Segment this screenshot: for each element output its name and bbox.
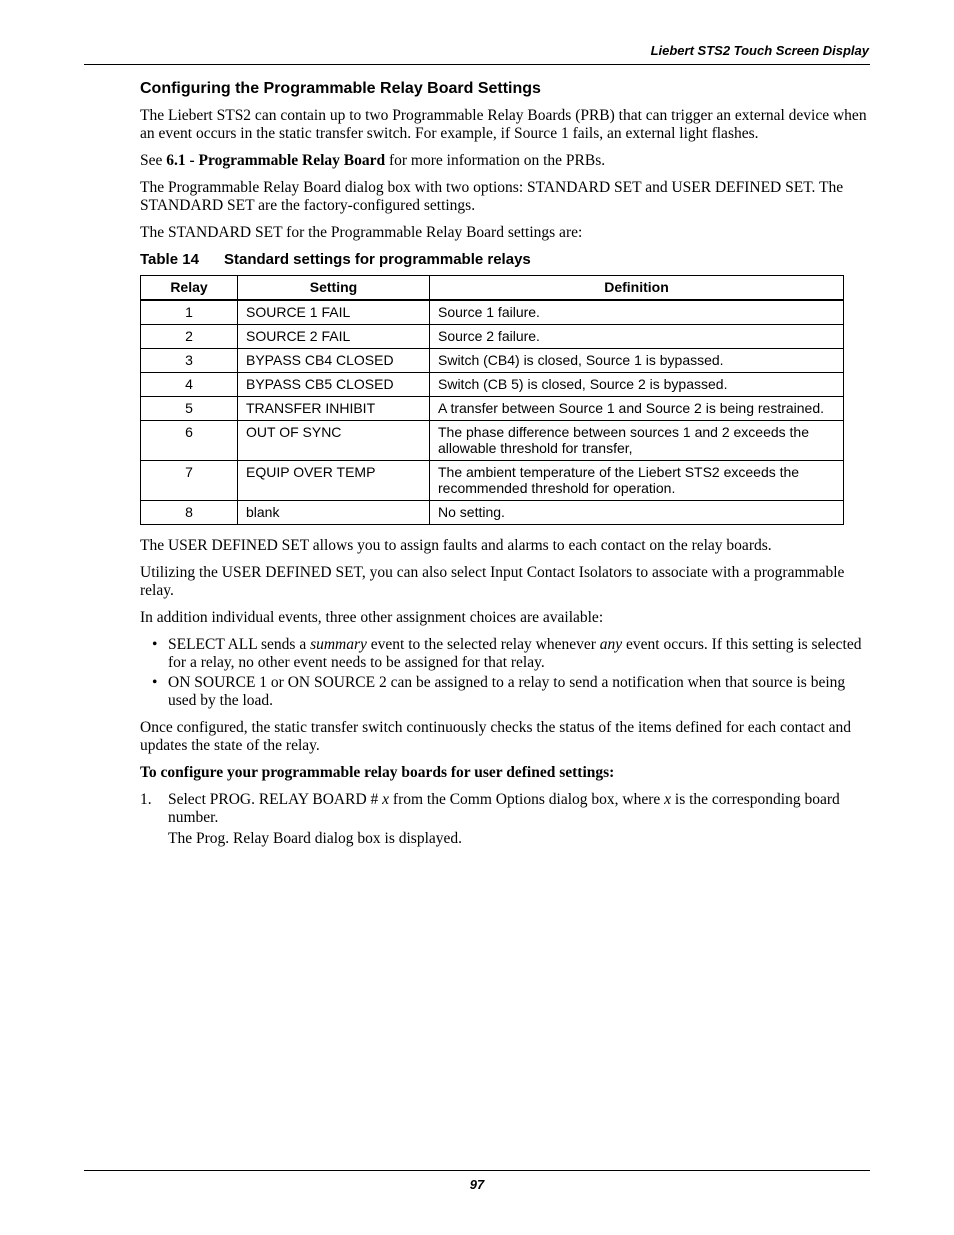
table-row	[141, 325, 844, 349]
relay-setting: TRANSFER INHIBIT	[238, 397, 430, 421]
table-row	[141, 461, 844, 501]
relay-number: 8	[141, 501, 238, 525]
bullet-text: SELECT ALL sends a	[168, 636, 311, 653]
table-caption	[140, 251, 872, 269]
relay-definition: No setting.	[430, 501, 844, 525]
emphasis-summary: summary	[310, 636, 367, 653]
running-header: Liebert STS2 Touch Screen Display	[650, 43, 869, 58]
step-text: from the Comm Options dialog box, where	[389, 791, 665, 808]
relay-number: 1	[141, 300, 238, 325]
step-text: Select PROG. RELAY BOARD #	[168, 791, 383, 808]
relay-setting: EQUIP OVER TEMP	[238, 461, 430, 501]
choices-intro-paragraph: In addition individual events, three other assignment choices are available:	[140, 609, 604, 626]
table-header-row	[141, 276, 844, 301]
procedure-heading: To configure your programmable relay boards for user defined settings:	[140, 764, 615, 781]
input-isolators-paragraph: Utilizing the USER DEFINED SET, you can also select Input Contact Isolators to associate with a programmable relay.	[140, 564, 845, 599]
relay-definition: A transfer between Source 1 and Source 2 is being restrained.	[430, 397, 844, 421]
relay-settings-table	[140, 275, 844, 525]
relay-definition: Switch (CB4) is closed, Source 1 is bypassed.	[430, 349, 844, 373]
emphasis-any: any	[599, 636, 623, 653]
relay-definition: Switch (CB 5) is closed, Source 2 is bypassed.	[430, 373, 844, 397]
see-reference-paragraph	[140, 152, 872, 170]
table-row	[141, 501, 844, 525]
relay-definition: The ambient temperature of the Liebert STS2 exceeds the recommended threshold for operation.	[430, 461, 844, 501]
relay-number: 7	[141, 461, 238, 501]
dialog-options-paragraph: The Programmable Relay Board dialog box with two options: STANDARD SET and USER DEFINED SET. The STANDARD SET are the factory-configured settings.	[140, 179, 844, 214]
relay-definition: The phase difference between sources 1 and 2 exceeds the allowable threshold for transfer,	[430, 421, 844, 461]
relay-number: 6	[141, 421, 238, 461]
list-item	[140, 674, 872, 710]
page-content	[140, 80, 872, 848]
header-relay: Relay	[141, 276, 238, 301]
step-item	[140, 791, 872, 848]
relay-number: 3	[141, 349, 238, 373]
intro-paragraph: The Liebert STS2 can contain up to two Programmable Relay Boards (PRB) that can trigger an external device when an event occurs in the static transfer switch. For example, if Source 1 fails, an external light flashes.	[140, 107, 867, 142]
bullet-text: ON SOURCE 1 or ON SOURCE 2 can be assigned to a relay to send a notification when that source is being used by the load.	[168, 674, 846, 709]
table-row	[141, 397, 844, 421]
relay-setting: BYPASS CB5 CLOSED	[238, 373, 430, 397]
step-number: 1.	[140, 791, 152, 808]
relay-number: 4	[141, 373, 238, 397]
user-defined-paragraph: The USER DEFINED SET allows you to assign faults and alarms to each contact on the relay boards.	[140, 537, 772, 554]
step-text: is the corresponding board number.	[168, 791, 840, 826]
relay-number: 2	[141, 325, 238, 349]
step-result: The Prog. Relay Board dialog box is displayed.	[168, 830, 463, 847]
section-heading: Configuring the Programmable Relay Board Settings	[140, 80, 541, 97]
list-item	[140, 636, 872, 672]
relay-definition: Source 1 failure.	[430, 300, 844, 325]
table-title: Standard settings for programmable relays	[224, 251, 531, 268]
bullet-glyph: •	[152, 636, 158, 653]
relay-setting: blank	[238, 501, 430, 525]
procedure-steps	[140, 791, 872, 848]
table-row	[141, 349, 844, 373]
header-rule	[84, 64, 870, 65]
table-row	[141, 421, 844, 461]
standard-set-intro: The STANDARD SET for the Programmable Relay Board settings are:	[140, 224, 583, 241]
footer-rule	[84, 1170, 870, 1171]
bullet-text: event to the selected relay whenever	[366, 636, 600, 653]
once-configured-paragraph: Once configured, the static transfer switch continuously checks the status of the items defined for each contact and updates the state of the relay.	[140, 719, 852, 754]
see-prefix: See	[140, 152, 167, 169]
relay-number: 5	[141, 397, 238, 421]
cross-reference-link[interactable]: 6.1 - Programmable Relay Board	[166, 152, 386, 169]
header-definition: Definition	[430, 276, 844, 301]
relay-definition: Source 2 failure.	[430, 325, 844, 349]
table-row	[141, 373, 844, 397]
assignment-choices-list	[140, 636, 872, 710]
see-suffix: for more information on the PRBs.	[385, 152, 606, 169]
table-number: Table 14	[140, 251, 199, 268]
page-number: 97	[469, 1177, 485, 1192]
relay-setting: OUT OF SYNC	[238, 421, 430, 461]
emphasis-x: x	[382, 791, 390, 808]
relay-setting: BYPASS CB4 CLOSED	[238, 349, 430, 373]
emphasis-x: x	[664, 791, 672, 808]
relay-setting: SOURCE 1 FAIL	[238, 300, 430, 325]
header-setting: Setting	[238, 276, 430, 301]
bullet-text: event occurs. If this setting is selected for a relay, no other event needs to be assigned for that relay.	[168, 636, 862, 671]
bullet-glyph: •	[152, 674, 158, 691]
relay-setting: SOURCE 2 FAIL	[238, 325, 430, 349]
table-row	[141, 300, 844, 325]
